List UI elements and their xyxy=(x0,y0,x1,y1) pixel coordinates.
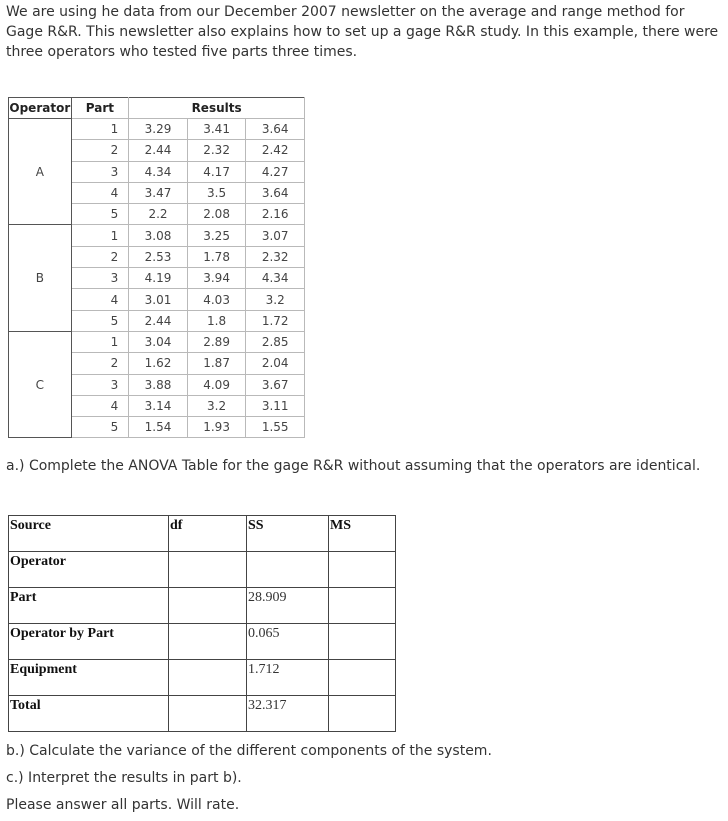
anova-source-cell: Equipment xyxy=(9,660,169,696)
part-cell: 4 xyxy=(71,182,129,203)
part-cell: 1 xyxy=(71,119,129,140)
part-cell: 3 xyxy=(71,374,129,395)
anova-ss-cell: 1.712 xyxy=(247,660,329,696)
result-cell: 3.29 xyxy=(129,119,188,140)
result-cell: 2.44 xyxy=(129,310,188,331)
result-cell: 3.88 xyxy=(129,374,188,395)
question-c: c.) Interpret the results in part b). xyxy=(6,770,242,786)
ss-header: SS xyxy=(247,516,329,552)
anova-df-cell xyxy=(169,624,247,660)
result-cell: 4.19 xyxy=(129,268,188,289)
result-cell: 3.64 xyxy=(246,182,305,203)
df-header: df xyxy=(169,516,247,552)
result-cell: 1.72 xyxy=(246,310,305,331)
result-cell: 3.5 xyxy=(187,182,246,203)
ms-header: MS xyxy=(329,516,396,552)
anova-source-cell: Operator by Part xyxy=(9,624,169,660)
result-cell: 3.07 xyxy=(246,225,305,246)
anova-table xyxy=(8,515,396,732)
anova-body xyxy=(9,552,396,732)
anova-ms-cell xyxy=(329,552,396,588)
operator-header: Operator xyxy=(9,98,72,119)
part-cell: 2 xyxy=(71,353,129,374)
result-cell: 2.42 xyxy=(246,140,305,161)
result-cell: 2.2 xyxy=(129,204,188,225)
result-cell: 4.34 xyxy=(129,161,188,182)
operator-cell: A xyxy=(9,119,72,225)
result-cell: 4.09 xyxy=(187,374,246,395)
anova-ms-cell xyxy=(329,588,396,624)
part-cell: 4 xyxy=(71,289,129,310)
result-cell: 1.8 xyxy=(187,310,246,331)
anova-ss-cell: 28.909 xyxy=(247,588,329,624)
anova-ms-cell xyxy=(329,660,396,696)
result-cell: 2.08 xyxy=(187,204,246,225)
question-b: b.) Calculate the variance of the different components of the system. xyxy=(6,743,492,759)
anova-row xyxy=(9,552,396,588)
intro-paragraph: We are using he data from our December 2007 newsletter on the average and range method for Gage R&R. This newsletter also explains how to set up a gage R&R study. In this example, there were three operators who tested five parts three times. xyxy=(6,4,719,60)
result-cell: 1.54 xyxy=(129,417,188,438)
part-cell: 1 xyxy=(71,331,129,352)
part-cell: 3 xyxy=(71,268,129,289)
result-cell: 3.11 xyxy=(246,395,305,416)
result-cell: 2.85 xyxy=(246,331,305,352)
anova-row xyxy=(9,660,396,696)
result-cell: 2.32 xyxy=(187,140,246,161)
result-cell: 3.08 xyxy=(129,225,188,246)
result-cell: 4.34 xyxy=(246,268,305,289)
anova-ms-cell xyxy=(329,624,396,660)
result-cell: 2.89 xyxy=(187,331,246,352)
anova-source-cell: Operator xyxy=(9,552,169,588)
result-cell: 4.03 xyxy=(187,289,246,310)
anova-ss-cell: 32.317 xyxy=(247,696,329,732)
anova-source-cell: Total xyxy=(9,696,169,732)
anova-df-cell xyxy=(169,696,247,732)
part-cell: 4 xyxy=(71,395,129,416)
anova-row xyxy=(9,696,396,732)
result-cell: 2.32 xyxy=(246,246,305,267)
result-cell: 3.01 xyxy=(129,289,188,310)
result-cell: 2.44 xyxy=(129,140,188,161)
result-cell: 3.67 xyxy=(246,374,305,395)
anova-df-cell xyxy=(169,588,247,624)
result-cell: 2.16 xyxy=(246,204,305,225)
anova-df-cell xyxy=(169,660,247,696)
result-cell: 1.93 xyxy=(187,417,246,438)
result-cell: 3.14 xyxy=(129,395,188,416)
gage-rr-data-table xyxy=(8,97,305,438)
table-row xyxy=(9,331,305,352)
results-header: Results xyxy=(129,98,305,119)
result-cell: 2.04 xyxy=(246,353,305,374)
result-cell: 3.04 xyxy=(129,331,188,352)
result-cell: 3.64 xyxy=(246,119,305,140)
result-cell: 3.2 xyxy=(187,395,246,416)
result-cell: 1.55 xyxy=(246,417,305,438)
result-cell: 1.87 xyxy=(187,353,246,374)
anova-row xyxy=(9,588,396,624)
result-cell: 2.53 xyxy=(129,246,188,267)
source-header: Source xyxy=(9,516,169,552)
gage-rr-body xyxy=(9,119,305,438)
result-cell: 3.41 xyxy=(187,119,246,140)
anova-df-cell xyxy=(169,552,247,588)
result-cell: 3.94 xyxy=(187,268,246,289)
result-cell: 3.2 xyxy=(246,289,305,310)
result-cell: 3.25 xyxy=(187,225,246,246)
anova-row xyxy=(9,624,396,660)
table-row xyxy=(9,119,305,140)
anova-ss-cell xyxy=(247,552,329,588)
anova-source-cell: Part xyxy=(9,588,169,624)
table-row xyxy=(9,225,305,246)
result-cell: 1.62 xyxy=(129,353,188,374)
part-cell: 2 xyxy=(71,140,129,161)
question-a: a.) Complete the ANOVA Table for the gage R&R without assuming that the operators are identical. xyxy=(6,458,701,474)
result-cell: 4.27 xyxy=(246,161,305,182)
closing-note: Please answer all parts. Will rate. xyxy=(6,797,240,813)
anova-ms-cell xyxy=(329,696,396,732)
anova-header-row xyxy=(9,516,396,552)
operator-cell: C xyxy=(9,331,72,437)
part-cell: 5 xyxy=(71,204,129,225)
anova-ss-cell: 0.065 xyxy=(247,624,329,660)
part-cell: 1 xyxy=(71,225,129,246)
part-cell: 2 xyxy=(71,246,129,267)
result-cell: 3.47 xyxy=(129,182,188,203)
part-header: Part xyxy=(71,98,129,119)
part-cell: 5 xyxy=(71,310,129,331)
result-cell: 1.78 xyxy=(187,246,246,267)
part-cell: 5 xyxy=(71,417,129,438)
operator-cell: B xyxy=(9,225,72,331)
result-cell: 4.17 xyxy=(187,161,246,182)
part-cell: 3 xyxy=(71,161,129,182)
table-header-row xyxy=(9,98,305,119)
